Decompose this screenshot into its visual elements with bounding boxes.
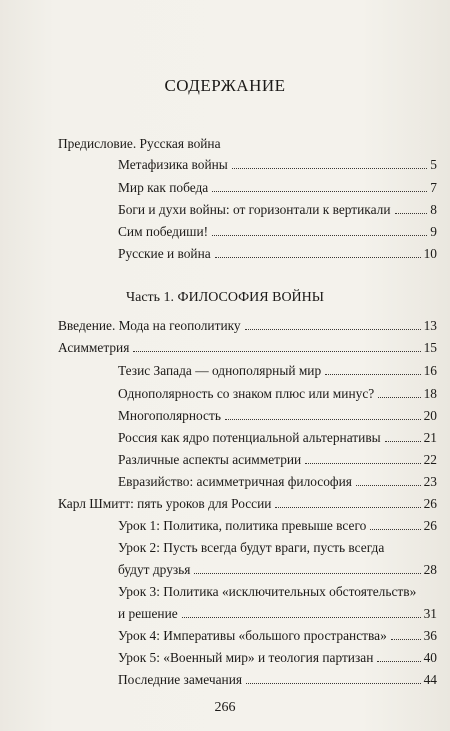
toc-entry [118, 650, 437, 666]
toc-entry-title: Урок 3: Политика «исключительных обстоятельств» [118, 584, 417, 599]
toc-entry [118, 474, 437, 490]
dot-leader [377, 661, 420, 662]
toc-page-number: 16 [423, 363, 437, 378]
toc-page-number: 28 [423, 562, 437, 577]
toc-entry-title: будут друзья [118, 562, 191, 577]
toc-entry-line1 [118, 584, 416, 600]
page-number-folio: 266 [214, 700, 236, 715]
dot-leader [225, 419, 421, 420]
toc-entry-title: Русские и война [118, 246, 211, 261]
dot-leader [325, 374, 420, 375]
toc-entry-title: Тезис Запада — однополярный мир [118, 363, 322, 378]
toc-entry [118, 363, 437, 379]
toc-entry-preface [58, 136, 221, 152]
toc-entry [118, 430, 437, 446]
dot-leader [232, 168, 428, 169]
dot-leader [194, 573, 420, 574]
toc-entry-title: Различные аспекты асимметрии [118, 452, 302, 467]
toc-page-number: 26 [423, 518, 437, 533]
toc-entry [58, 318, 437, 334]
toc-page-number: 20 [423, 408, 437, 423]
toc-entry-title: Однополярность со знаком плюс или минус? [118, 386, 375, 401]
toc-entry [118, 408, 437, 424]
toc-entry-title: Сим победиши! [118, 224, 209, 239]
dot-leader [370, 529, 420, 530]
toc-entry-title: Мир как победа [118, 180, 209, 195]
toc-entry-title: Предисловие. Русская война [58, 136, 221, 151]
dot-leader [245, 329, 421, 330]
dot-leader [305, 463, 420, 464]
dot-leader [182, 617, 421, 618]
toc-entry [118, 202, 437, 218]
toc-entry [118, 672, 437, 688]
toc-page-number: 40 [423, 650, 437, 665]
toc-entry-title: Урок 4: Императивы «большого пространства» [118, 628, 387, 643]
toc-entry-title: Карл Шмитт: пять уроков для России [58, 496, 272, 511]
toc-page-number: 5 [430, 157, 437, 172]
toc-page-number: 8 [430, 202, 437, 217]
toc-entry-title: Урок 5: «Военный мир» и теология партизан [118, 650, 374, 665]
toc-entry [118, 606, 437, 622]
toc-page-number: 22 [423, 452, 437, 467]
dot-leader [275, 507, 420, 508]
toc-page-number: 31 [423, 606, 437, 621]
toc-page-number: 21 [423, 430, 437, 445]
toc-entry [118, 452, 437, 468]
toc-entry-line1 [118, 540, 384, 556]
dot-leader [246, 683, 421, 684]
dot-leader [378, 397, 420, 398]
toc-page-number: 18 [423, 386, 437, 401]
toc-page-number: 15 [423, 340, 437, 355]
toc-page-number: 13 [423, 318, 437, 333]
toc-entry [118, 562, 437, 578]
dot-leader [133, 351, 420, 352]
toc-entry-title: Многополярность [118, 408, 221, 423]
toc-entry [118, 157, 437, 173]
toc-entry-title: Урок 2: Пусть всегда будут враги, пусть всегда [118, 540, 385, 555]
toc-page-number: 9 [430, 224, 437, 239]
toc-entry-title: Евразийство: асимметричная философия [118, 474, 352, 489]
dot-leader [395, 213, 428, 214]
toc-entry [118, 518, 437, 534]
toc-entry [58, 496, 437, 512]
toc-entry [118, 628, 437, 644]
part-heading: Часть 1. ФИЛОСОФИЯ ВОЙНЫ [126, 290, 324, 305]
toc-entry-title: Урок 1: Политика, политика превыше всего [118, 518, 367, 533]
dot-leader [356, 485, 421, 486]
toc-entry-title: Асимметрия [58, 340, 130, 355]
dot-leader [212, 235, 427, 236]
dot-leader [212, 191, 427, 192]
contents-heading: СОДЕРЖАНИЕ [164, 76, 286, 95]
toc-entry-title: и решение [118, 606, 178, 621]
toc-page-number: 26 [423, 496, 437, 511]
toc-page-number: 10 [423, 246, 437, 261]
dot-leader [215, 257, 421, 258]
toc-entry-title: Метафизика войны [118, 157, 228, 172]
toc-entry [118, 386, 437, 402]
dot-leader [385, 441, 421, 442]
toc-page-number: 44 [423, 672, 437, 687]
toc-entry-title: Россия как ядро потенциальной альтернативы [118, 430, 381, 445]
toc-entry-title: Введение. Мода на геополитику [58, 318, 241, 333]
toc-entry-title: Последние замечания [118, 672, 243, 687]
toc-entry [58, 340, 437, 356]
toc-entry [118, 246, 437, 262]
toc-entry-title: Боги и духи войны: от горизонтали к вертикали [118, 202, 391, 217]
toc-page-number: 23 [423, 474, 437, 489]
dot-leader [391, 639, 421, 640]
toc-page-number: 7 [430, 180, 437, 195]
toc-page-number: 36 [423, 628, 437, 643]
toc-entry [118, 224, 437, 240]
toc-entry [118, 180, 437, 196]
